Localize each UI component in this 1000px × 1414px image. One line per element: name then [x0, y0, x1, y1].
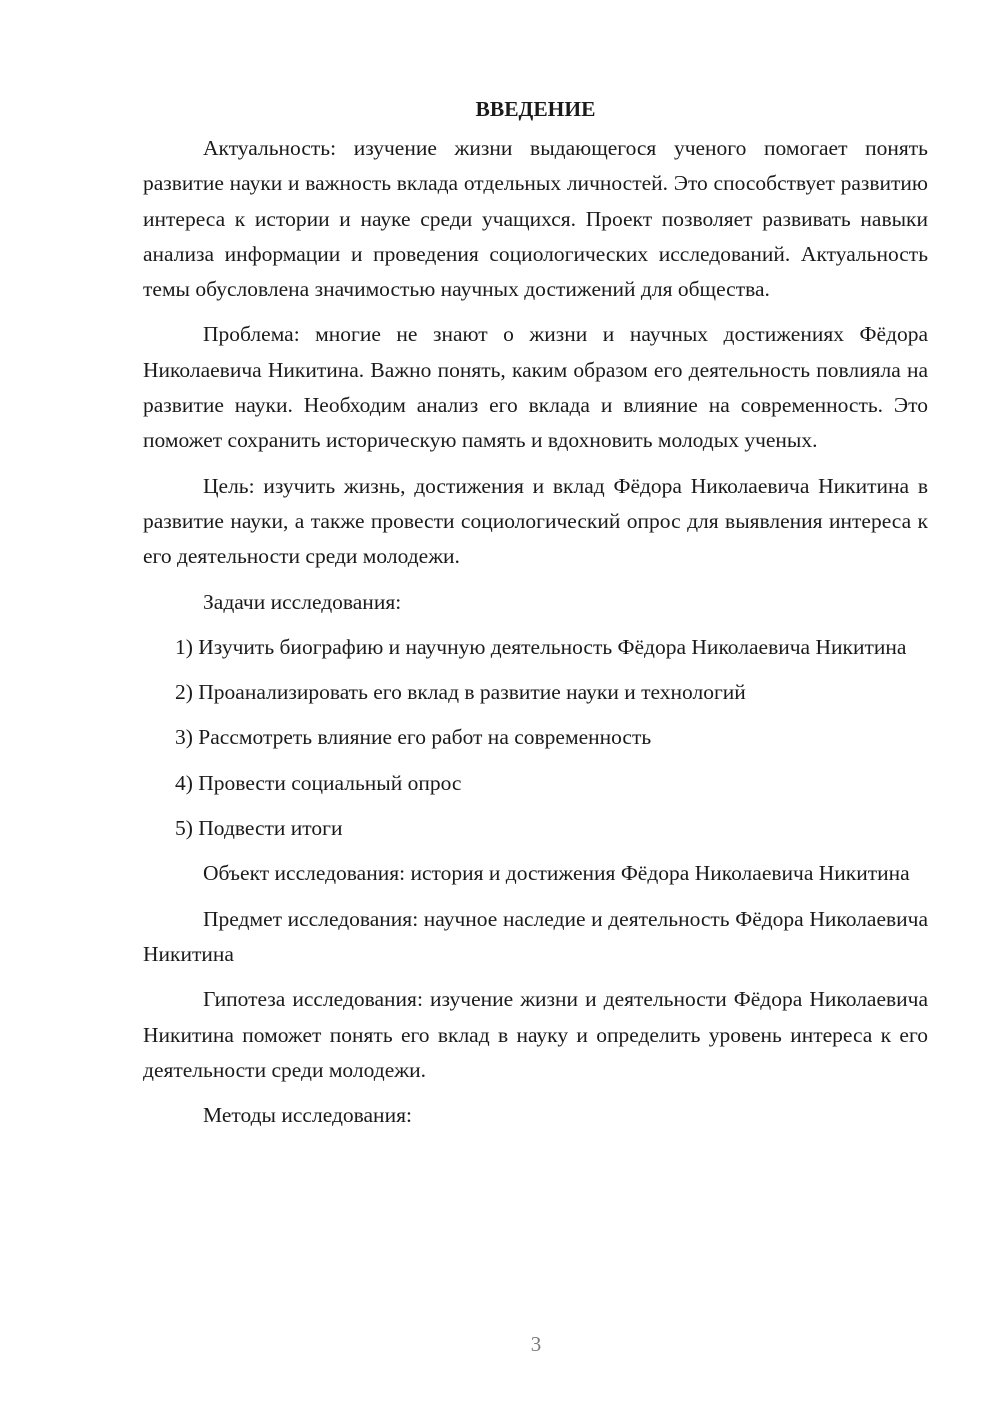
page-title: ВВЕДЕНИЕ: [475, 97, 596, 121]
goal-paragraph: Цель: изучить жизнь, достижения и вклад Фёдора Николаевича Никитина в развитие науки, а также провести социологический опрос для выявления интереса к его деятельности среди молодежи.: [143, 473, 928, 569]
methods-heading: Методы исследования:: [203, 1103, 412, 1128]
task-item-1: 1) Изучить биографию и научную деятельность Фёдора Николаевича Никитина: [175, 634, 907, 659]
hypothesis-paragraph: Гипотеза исследования: изучение жизни и деятельности Фёдора Николаевича Никитина поможет понять его вклад в науку и определить уровень интереса к его деятельности среди молодежи.: [143, 987, 928, 1082]
tasks-heading: Задачи исследования:: [203, 589, 402, 614]
task-item-5: 5) Подвести итоги: [175, 816, 343, 841]
object-paragraph: Объект исследования: история и достижения Фёдора Николаевича Никитина: [203, 861, 910, 886]
tasks-list: [143, 630, 928, 846]
document-page: [143, 92, 928, 1133]
task-item-2: 2) Проанализировать его вклад в развитие науки и технологий: [175, 680, 746, 705]
problem-paragraph: Проблема: многие не знают о жизни и научных достижениях Фёдора Николаевича Никитина. Важно понять, каким образом его деятельность повлияла на развитие науки. Необходим анализ его вклада и влияние на современность. Это поможет сохранить историческую память и вдохновить молодых ученых.: [143, 322, 928, 453]
task-item-3: 3) Рассмотреть влияние его работ на современность: [175, 725, 652, 750]
subject-paragraph: Предмет исследования: научное наследие и деятельность Фёдора Николаевича Никитина: [143, 906, 928, 966]
relevance-paragraph: Актуальность: изучение жизни выдающегося ученого помогает понять развитие науки и важность вклада отдельных личностей. Это способствует развитию интереса к истории и науке среди учащихся. Проект позволяет развивать навыки анализа информации и проведения социологических исследований. Актуальность темы обусловлена значимостью научных достижений для общества.: [143, 136, 928, 302]
page-number: 3: [530, 1332, 542, 1356]
task-item-4: 4) Провести социальный опрос: [175, 770, 462, 795]
